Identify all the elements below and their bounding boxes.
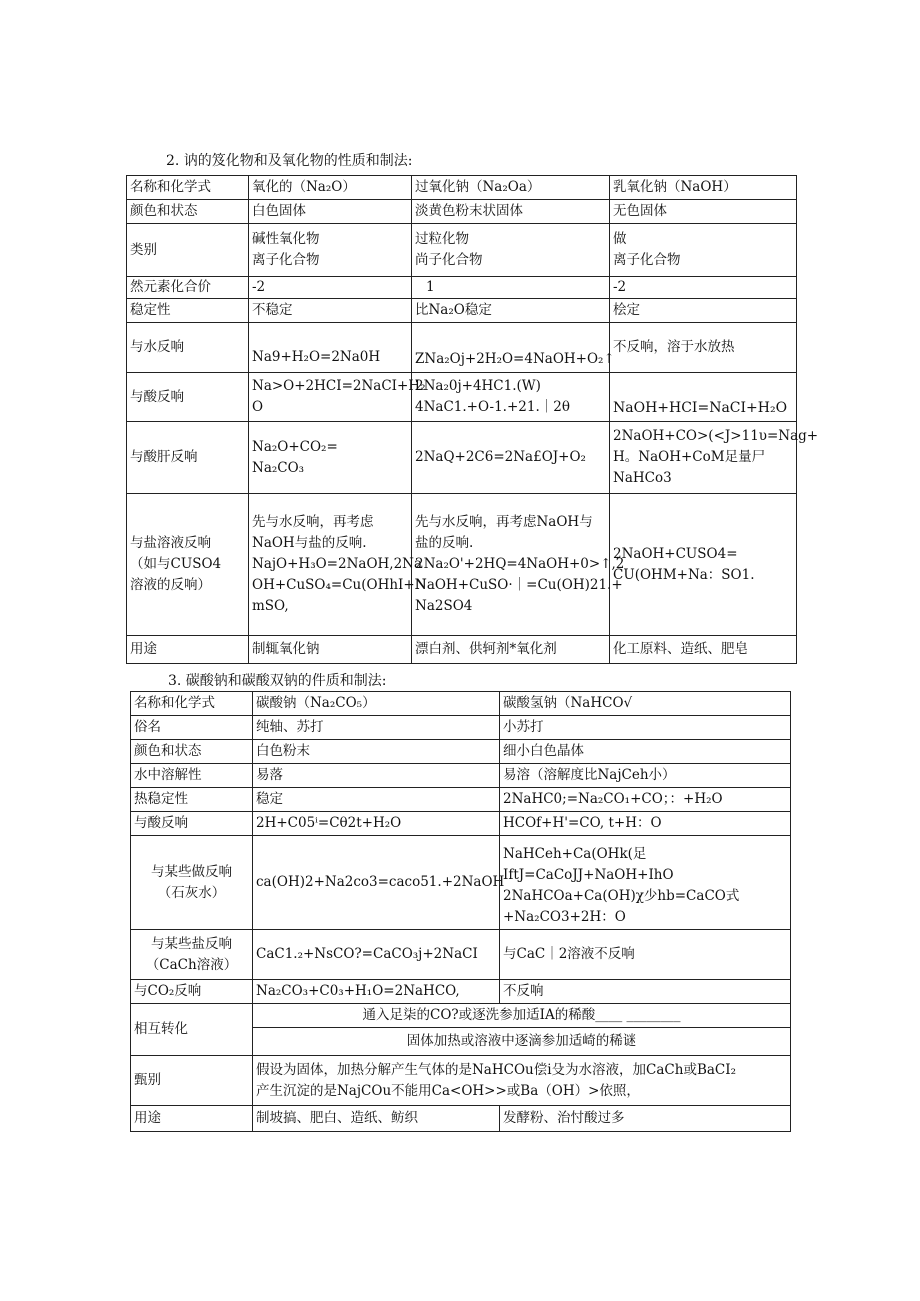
cell-line: OH+CuSO₄=Cu(OHhI+N bbox=[252, 577, 427, 593]
cell-line: NaOH与盐的反响. bbox=[252, 535, 367, 551]
table-cell: 不稳定 bbox=[249, 299, 412, 323]
table-cell bbox=[412, 224, 610, 277]
table-cell: -2 bbox=[610, 277, 797, 299]
table-row bbox=[127, 323, 797, 373]
table-cell: 制辄氧化钠 bbox=[249, 636, 412, 664]
row-label: 与水反响 bbox=[127, 323, 249, 373]
conversion-reverse: 固体加热或溶液中逐滴参加适崎的稀谜 bbox=[253, 1028, 791, 1056]
table-cell: 比Na₂O稳定 bbox=[412, 299, 610, 323]
cell-line: 2Na₂0j+4HC1.(W) bbox=[415, 378, 541, 394]
table-cell bbox=[610, 422, 819, 494]
table-cell: 稳定 bbox=[253, 788, 500, 812]
table-cell: 漂白剂、供轲剂*氧化剂 bbox=[412, 636, 610, 664]
table-row bbox=[131, 716, 791, 740]
cell-line: CU(OHM+Na：SO1. bbox=[613, 566, 755, 583]
table-row bbox=[131, 812, 791, 836]
row-label: 与酸反响 bbox=[131, 812, 253, 836]
cell-line: 过粒化物 bbox=[415, 231, 469, 247]
table-row bbox=[127, 224, 797, 277]
cell-line: 做 bbox=[613, 231, 627, 247]
header-cell: 氧化的（Na₂O） bbox=[249, 176, 412, 200]
row-label: 与酸反响 bbox=[127, 373, 249, 422]
table-cell: CaC1.₂+NsCO?=CaCO₃j+2NaCI bbox=[253, 930, 500, 980]
table-row bbox=[127, 200, 797, 224]
table-cell: 纯轴、苏打 bbox=[253, 716, 500, 740]
cell-line: （如与CUSO4 bbox=[130, 556, 222, 572]
table-cell: 易溶（溶解度比NajCeh小） bbox=[500, 764, 791, 788]
cell-line: H。NaOH+CoM足量尸 bbox=[613, 449, 766, 465]
table-row bbox=[131, 788, 791, 812]
table-cell: Na9+H₂O=2Na0H bbox=[249, 323, 412, 373]
row-label bbox=[131, 930, 253, 980]
table-cell bbox=[249, 224, 412, 277]
section3-heading: 3. 碳酸钠和碳酸双钠的件质和制法: bbox=[168, 673, 387, 689]
table-row bbox=[127, 636, 797, 664]
cell-line: 2NaOH+CUSO4= bbox=[613, 545, 738, 562]
row-label: 稳定性 bbox=[127, 299, 249, 323]
table-row bbox=[127, 299, 797, 323]
table-cell: 不反响，溶于水放热 bbox=[610, 323, 797, 373]
table-row bbox=[131, 836, 791, 930]
row-label: 然元素化合价 bbox=[127, 277, 249, 299]
row-label: 俗名 bbox=[131, 716, 253, 740]
row-label: 相互转化 bbox=[131, 1004, 253, 1056]
table-cell: NaOH+HCI=NaCI+H₂O bbox=[610, 373, 797, 422]
table-row bbox=[131, 1004, 791, 1028]
table-cell bbox=[500, 836, 791, 930]
cell-line: Na₂O+CO₂= bbox=[252, 438, 338, 455]
header-cell: 名称和化学式 bbox=[127, 176, 249, 200]
table-cell: Na₂CO₃+C0₃+H₁O=2NaHCO, bbox=[253, 980, 500, 1004]
cell-line: 盐的反响. bbox=[415, 535, 474, 551]
table-row bbox=[131, 740, 791, 764]
cell-line: 4NaC1.+O-1.+21.｜2θ bbox=[415, 399, 570, 415]
table-cell: 桧定 bbox=[610, 299, 797, 323]
table-cell: 1 bbox=[412, 277, 610, 299]
table-cell: 与CaC｜2溶液不反响 bbox=[500, 930, 791, 980]
cell-line: 2NaOH+CO>(<J>11υ=Nag+ bbox=[613, 428, 819, 444]
table-cell: ZNa₂Oj+2H₂O=4NaOH+O₂↑ bbox=[412, 323, 610, 373]
cell-line: 离子化合物 bbox=[613, 252, 681, 268]
table-cell bbox=[249, 422, 412, 494]
table-cell: 2NaQ+2C6=2Na£OJ+O₂ bbox=[412, 422, 610, 494]
cell-line: 溶液的反响） bbox=[130, 577, 211, 593]
cell-line: 与某些做反响 bbox=[151, 863, 232, 880]
table-cell: 2NaHC0;=Na₂CO₁+CO；：+H₂O bbox=[500, 788, 791, 812]
table-cell: 化工原料、造纸、肥皂 bbox=[610, 636, 797, 664]
conversion-forward: 通入足柒的CO?或逐洗参加适IA的稀酸____ ________ bbox=[253, 1004, 791, 1028]
row-label: 水中溶解性 bbox=[131, 764, 253, 788]
table-cell bbox=[249, 494, 427, 636]
table-cell bbox=[610, 494, 797, 636]
cell-line: 假设为固体，加热分解产生气体的是NaHCOu偿i殳为水溶液，加CaCh或BaCI₂ bbox=[256, 1061, 736, 1078]
table-row bbox=[131, 1106, 791, 1132]
table-cell: 2H+C05ⁱ=Cθ2t+H₂O bbox=[253, 812, 500, 836]
table-cell bbox=[412, 373, 610, 422]
cell-line: IftJ=CaCoJJ+NaOH+IhO bbox=[503, 867, 674, 883]
row-label: 热稳定性 bbox=[131, 788, 253, 812]
table-row bbox=[131, 764, 791, 788]
table-cell bbox=[253, 1056, 791, 1106]
cell-line: NaOH+CuSO·｜=Cu(OH)21.+ bbox=[415, 577, 623, 593]
table-header-row bbox=[131, 692, 791, 716]
table-cell: 淡黄色粉末状固体 bbox=[412, 200, 610, 224]
cell-line: 与某些盐反响 bbox=[151, 935, 232, 952]
row-label: 用途 bbox=[127, 636, 249, 664]
carbonates-table bbox=[130, 691, 791, 1132]
row-label bbox=[127, 494, 249, 636]
cell-line: NajO+H₃O=2NaOH,2Na bbox=[252, 556, 423, 572]
header-cell: 过氧化钠（Na₂Oa） bbox=[412, 176, 610, 200]
header-cell: 碳酸氢钠（NaHCO√ bbox=[500, 692, 791, 716]
cell-line: 先与水反响，再考虑NaOH与 bbox=[415, 514, 593, 530]
row-label: 与酸肝反响 bbox=[127, 422, 249, 494]
cell-line: 2Na₂O'+2HQ=4NaOH+0>↑,2 bbox=[415, 556, 625, 572]
table-cell: 白色粉末 bbox=[253, 740, 500, 764]
row-label: 与CO₂反响 bbox=[131, 980, 253, 1004]
table-cell: HCOf+H'=CO, t+H：O bbox=[500, 812, 791, 836]
cell-line: （CaCh溶液） bbox=[145, 956, 238, 973]
table-cell: 发酵粉、治忖酸过多 bbox=[500, 1106, 791, 1132]
cell-line: 先与水反响，再考虑 bbox=[252, 514, 374, 530]
cell-line: 碱性氧化物 bbox=[252, 231, 320, 247]
table-row bbox=[127, 373, 797, 422]
cell-line: +Na₂CO3+2H：O bbox=[503, 909, 626, 925]
cell-line: NaHCeh+Ca(OHk(足 bbox=[503, 846, 647, 862]
cell-line: 2NaHCOa+Ca(OH)χ少hb=CaCO式 bbox=[503, 888, 740, 904]
table-cell: 无色固体 bbox=[610, 200, 797, 224]
cell-line: 尚子化合物 bbox=[415, 252, 483, 268]
table-cell: 制坡搞、肥白、造纸、鲂织 bbox=[253, 1106, 500, 1132]
sodium-oxides-table bbox=[126, 175, 819, 664]
table-row bbox=[127, 422, 797, 494]
cell-line: O bbox=[252, 399, 264, 415]
header-cell: 名称和化学式 bbox=[131, 692, 253, 716]
table-cell: -2 bbox=[249, 277, 412, 299]
table-row bbox=[131, 980, 791, 1004]
row-label: 用途 bbox=[131, 1106, 253, 1132]
table-cell: ca(OH)2+Na2co3=caco51.+2NaOH bbox=[253, 836, 500, 930]
header-cell: 乳氧化钠（NaOH） bbox=[610, 176, 797, 200]
table-row bbox=[127, 277, 797, 299]
table-cell bbox=[249, 373, 426, 422]
cell-line: mSO, bbox=[252, 598, 289, 614]
table-cell: 细小白色晶体 bbox=[500, 740, 791, 764]
table-row bbox=[131, 1056, 791, 1106]
cell-line: （石灰水） bbox=[157, 884, 226, 901]
row-label bbox=[131, 836, 253, 930]
cell-line: Na₂CO₃ bbox=[252, 459, 305, 476]
row-label: 甄别 bbox=[131, 1056, 253, 1106]
section2-heading: 2. 讷的笈化物和及氧化物的性质和制法: bbox=[166, 153, 413, 169]
table-row bbox=[127, 494, 797, 636]
row-label: 颜色和状态 bbox=[127, 200, 249, 224]
table-cell: 白色固体 bbox=[249, 200, 412, 224]
table-cell: 不反响 bbox=[500, 980, 791, 1004]
cell-line: 产生沉淀的是NajCOu不能用Ca<OH>>或Ba（OH）>依照， bbox=[256, 1082, 640, 1099]
row-label: 颜色和状态 bbox=[131, 740, 253, 764]
cell-line: NaHCo3 bbox=[613, 470, 672, 486]
table-cell bbox=[412, 494, 625, 636]
row-label: 类别 bbox=[127, 224, 249, 277]
table-header-row bbox=[127, 176, 797, 200]
cell-line: Na>O+2HCI=2NaCI+H₂ bbox=[252, 378, 426, 394]
cell-line: 离子化合物 bbox=[252, 252, 320, 268]
table-cell bbox=[610, 224, 797, 277]
header-cell: 碳酸钠（Na₂CO₅） bbox=[253, 692, 500, 716]
table-cell: 易落 bbox=[253, 764, 500, 788]
table-cell: 小苏打 bbox=[500, 716, 791, 740]
cell-line: 与盐溶液反响 bbox=[130, 535, 211, 551]
cell-line: Na2SO4 bbox=[415, 598, 473, 614]
table-row bbox=[131, 930, 791, 980]
